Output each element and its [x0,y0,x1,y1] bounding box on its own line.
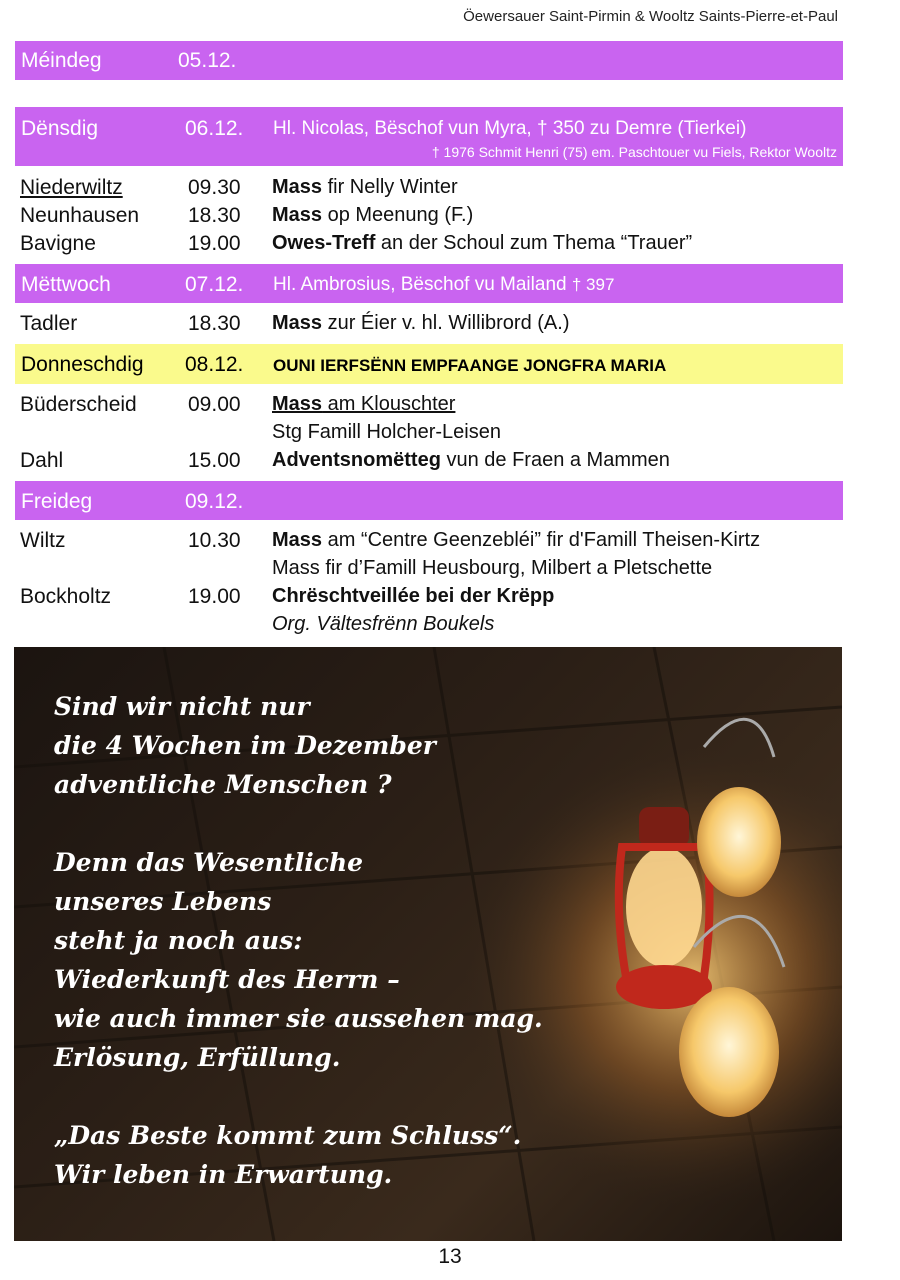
description: Chrëschtveillée bei der Krëpp [272,585,555,607]
poem [54,687,543,1194]
feast-note: OUNI IERFSËNN EMPFAANGE JONGFRA MARIA [273,356,667,375]
list-item [20,204,840,232]
description-line2: Mass fir d’Famill Heusbourg, Milbert a Pletschette [272,557,713,579]
list-item [20,232,840,260]
list-item [20,449,840,477]
day-band-wednesday [15,264,843,303]
poem-line: Wir leben in Erwartung. [54,1160,393,1189]
description: Mass op Meenung (F.) [272,204,474,226]
memorial-note: † 1976 Schmit Henri (75) em. Paschtouer vu Fiels, Rektor Wooltz [431,144,837,160]
place: Bavigne [20,232,96,255]
poem-line: Sind wir nicht nur [54,692,310,721]
time: 18.30 [188,312,241,335]
day-band-tuesday [15,107,843,166]
poem-line: wie auch immer sie aussehen mag. [54,1004,543,1033]
poem-line: unseres Lebens [54,887,272,916]
description: Adventsnomëtteg vun de Fraen a Mammen [272,449,670,471]
list-item [20,585,840,613]
time: 19.00 [188,585,241,608]
place: Tadler [20,312,78,335]
place: Dahl [20,449,64,472]
time: 19.00 [188,232,241,255]
place: Wiltz [20,529,66,552]
place: Bockholtz [20,585,112,608]
day-name: Donneschdig [21,353,144,376]
day-date: 05.12. [178,49,237,72]
day-name: Mëttwoch [21,273,111,296]
poem-line: steht ja noch aus: [54,926,303,955]
poem-line [54,804,543,843]
day-band-friday [15,481,843,520]
description: Mass zur Éier v. hl. Willibrord (A.) [272,312,570,334]
time: 09.00 [188,393,241,416]
description: Mass fir Nelly Winter [272,176,458,198]
day-date: 09.12. [185,490,244,513]
list-item-continuation [20,557,840,585]
description-line2: Stg Famill Holcher-Leisen [272,421,501,443]
time: 10.30 [188,529,241,552]
day-name: Méindeg [21,49,102,72]
description: Mass am “Centre Geenzebléi” fir d'Famill Theisen-Kirtz [272,529,761,551]
description: Owes-Treff an der Schoul zum Thema “Trauer” [272,232,693,254]
poem-line: Wiederkunft des Herrn – [54,965,400,994]
place: Neunhausen [20,204,140,227]
poem-line: Denn das Wesentliche [54,848,364,877]
place: Büderscheid [20,393,137,416]
saint-note: Hl. Nicolas, Bëschof vun Myra, † 350 zu Demre (Tierkei) [273,118,747,139]
day-date: 07.12. [185,273,244,296]
description: Mass am Klouschter [272,393,456,415]
day-date: 08.12. [185,353,244,376]
day-date: 06.12. [185,117,244,140]
description-line2: Org. Vältesfrënn Boukels [272,613,495,635]
page-number: 13 [438,1245,462,1268]
day-name: Dënsdig [21,117,99,140]
list-item [20,176,840,204]
day-band-monday [15,41,843,80]
poem-line: adventliche Menschen ? [54,770,392,799]
saint-note: Hl. Ambrosius, Bëschof vu Mailand † 397 [273,274,615,295]
list-item-continuation [20,421,840,449]
lantern-photo [14,647,842,1241]
place: Niederwiltz [20,176,123,199]
poem-line [54,1077,543,1116]
time: 15.00 [188,449,241,472]
list-item-continuation [20,613,840,641]
page-header: Öewersauer Saint-Pirmin & Wooltz Saints-Pierre-et-Paul [463,8,838,25]
poem-line: „Das Beste kommt zum Schluss“. [54,1121,522,1150]
day-band-thursday [15,344,843,384]
list-item [20,529,840,557]
poem-line: die 4 Wochen im Dezember [54,731,436,760]
time: 18.30 [188,204,241,227]
poem-line: Erlösung, Erfüllung. [54,1043,341,1072]
list-item [20,312,840,340]
day-name: Freideg [21,490,93,513]
list-item [20,393,840,421]
glass-lantern-top [697,719,781,897]
time: 09.30 [188,176,241,199]
